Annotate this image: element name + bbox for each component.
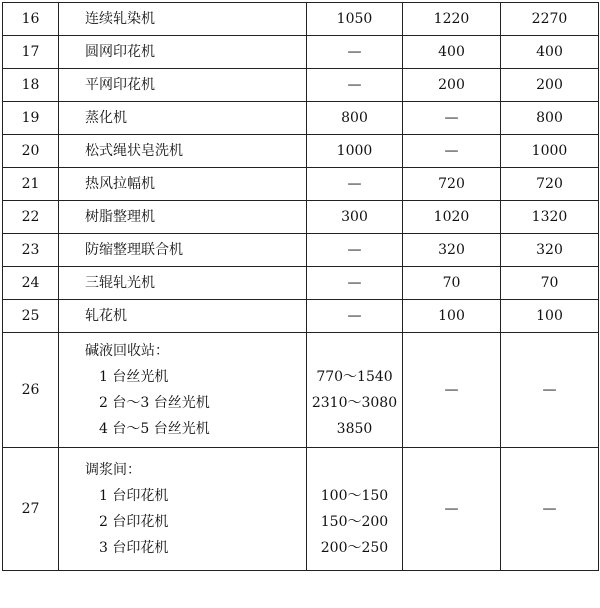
value-col-2: — [403,333,501,448]
equipment-name-group [59,448,307,571]
value-col-2: — [403,448,501,571]
group-item-label: 3 台印花机 [99,540,169,556]
value-col-1: — [307,69,403,102]
row-number: 21 [3,168,59,201]
value-col-3: 400 [501,36,599,69]
value-col-1: 1050 [307,3,403,36]
value-col-1-group [307,333,403,448]
value-col-3: 320 [501,234,599,267]
equipment-name: 松式绳状皂洗机 [59,135,307,168]
value-col-1: — [307,168,403,201]
group-item-value: 200～250 [320,540,389,556]
group-item-label: 1 台丝光机 [99,369,169,385]
equipment-name: 连续轧染机 [59,3,307,36]
value-col-2: — [403,135,501,168]
table-row [3,267,599,300]
row-number: 27 [3,448,59,571]
group-label-stack [85,338,306,442]
group-item-value: 2310～3080 [311,395,398,411]
value-col-2: 70 [403,267,501,300]
table-row [3,234,599,267]
row-number: 24 [3,267,59,300]
table-row [3,69,599,102]
value-col-2: 320 [403,234,501,267]
equipment-name: 圆网印花机 [59,36,307,69]
group-item-value: 150～200 [320,514,389,530]
group-value-stack [307,457,402,561]
equipment-name: 防缩整理联合机 [59,234,307,267]
value-col-1: 800 [307,102,403,135]
table-row [3,36,599,69]
value-col-1-group [307,448,403,571]
row-number: 17 [3,36,59,69]
group-item-value: 770～1540 [316,369,393,385]
value-col-3: 2270 [501,3,599,36]
table-body [3,3,599,571]
value-col-3: 1000 [501,135,599,168]
equipment-name: 树脂整理机 [59,201,307,234]
equipment-table-wrapper [2,2,599,571]
row-number: 18 [3,69,59,102]
group-item-label: 2 台～3 台丝光机 [99,395,210,411]
value-col-3: 70 [501,267,599,300]
value-col-3: 100 [501,300,599,333]
value-col-3: — [501,333,599,448]
value-col-1: — [307,234,403,267]
value-col-2: 100 [403,300,501,333]
value-col-3: 200 [501,69,599,102]
equipment-name: 三辊轧光机 [59,267,307,300]
value-col-2: 400 [403,36,501,69]
table-row [3,300,599,333]
value-col-2: — [403,102,501,135]
value-col-2: 200 [403,69,501,102]
equipment-name: 蒸化机 [59,102,307,135]
equipment-name: 热风拉幅机 [59,168,307,201]
value-col-3: — [501,448,599,571]
value-col-3: 800 [501,102,599,135]
group-item-value: 3850 [336,421,373,437]
row-number: 20 [3,135,59,168]
group-item-label: 1 台印花机 [99,488,169,504]
value-col-1: — [307,36,403,69]
equipment-name: 轧花机 [59,300,307,333]
row-number: 16 [3,3,59,36]
value-col-3: 720 [501,168,599,201]
equipment-power-table [2,2,599,571]
table-row [3,102,599,135]
group-label-stack [85,457,306,561]
value-col-2: 1220 [403,3,501,36]
table-row [3,135,599,168]
row-number: 26 [3,333,59,448]
table-row-alkali-recovery [3,333,599,448]
row-number: 22 [3,201,59,234]
table-row [3,3,599,36]
row-number: 19 [3,102,59,135]
group-heading: 调浆间： [85,462,141,478]
value-col-1: 1000 [307,135,403,168]
group-item-label: 4 台～5 台丝光机 [99,421,210,437]
row-number: 23 [3,234,59,267]
table-row [3,168,599,201]
group-heading: 碱液回收站： [85,343,169,359]
equipment-name-group [59,333,307,448]
group-item-label: 2 台印花机 [99,514,169,530]
value-col-3: 1320 [501,201,599,234]
row-number: 25 [3,300,59,333]
value-col-1: — [307,267,403,300]
table-row [3,201,599,234]
value-col-2: 720 [403,168,501,201]
value-col-1: 300 [307,201,403,234]
table-row-paste-room [3,448,599,571]
equipment-name: 平网印花机 [59,69,307,102]
value-col-2: 1020 [403,201,501,234]
value-col-1: — [307,300,403,333]
group-item-value: 100～150 [320,488,389,504]
group-value-stack [307,338,402,442]
